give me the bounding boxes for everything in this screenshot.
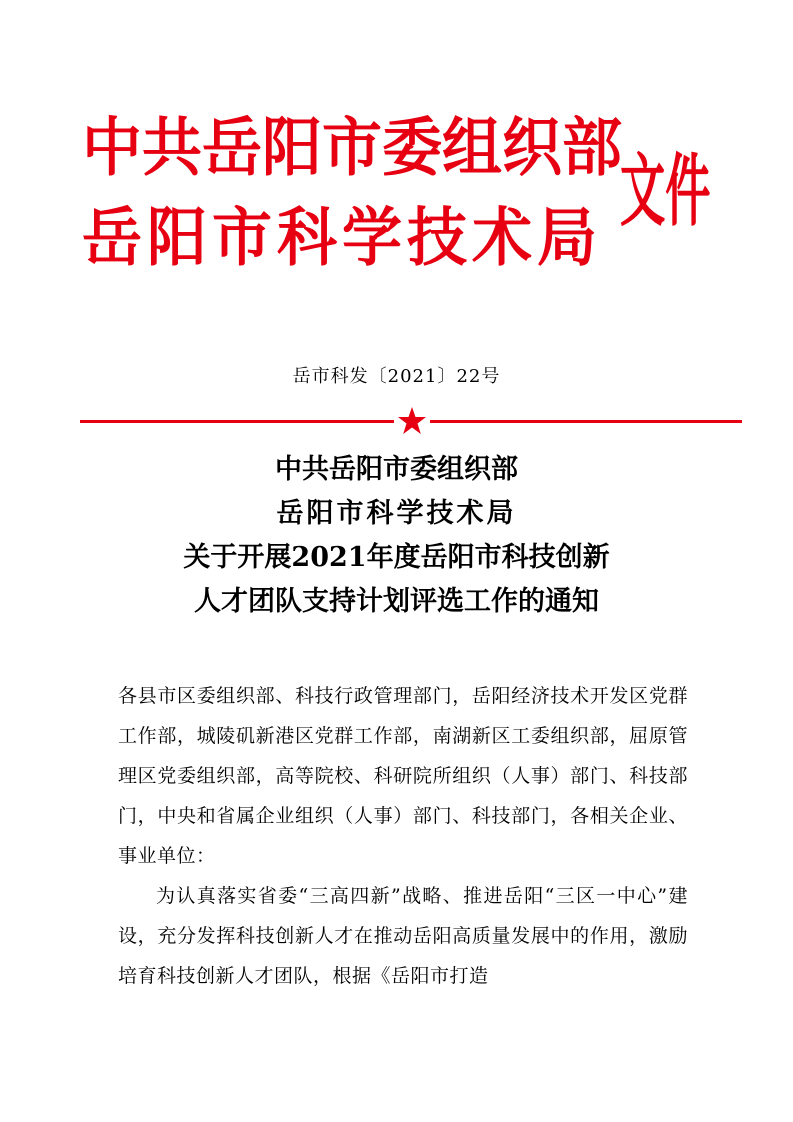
red-rule-right	[430, 420, 742, 423]
issuer-line-organization-dept: 中共岳阳市委组织部	[82, 111, 622, 186]
issuer-line-science-bureau: 岳阳市科学技术局	[82, 201, 602, 276]
star-icon	[397, 406, 427, 436]
body-paragraph: 为认真落实省委“三高四新”战略、推进岳阳“三区一中心”建设，充分发挥科技创新人才在推动岳阳高质量发展中的作用，激励培育科技创新人才团队，根据《岳阳市打造	[118, 885, 688, 987]
title-line: 人才团队支持计划评选工作的通知	[194, 586, 599, 617]
document-number: 岳市科发〔2021〕22号	[292, 366, 501, 387]
red-rule-left	[80, 420, 394, 423]
title-line: 中共岳阳市委组织部	[275, 454, 518, 485]
document-body	[118, 676, 688, 996]
title-line: 岳阳市科学技术局	[276, 498, 517, 529]
document-title	[0, 448, 793, 624]
addressee-paragraph: 各县市区委组织部、科技行政管理部门，岳阳经济技术开发区党群工作部，城陵矶新港区党群工作部，南湖新区工委组织部，屈原管理区党委组织部，高等院校、科研院所组织（人事）部门、科技部门，中央和省属企业组织（人事）部门、科技部门，各相关企业、事业单位：	[118, 685, 688, 867]
document-word: 文件	[620, 144, 711, 237]
title-line: 关于开展2021年度岳阳市科技创新	[183, 542, 610, 573]
